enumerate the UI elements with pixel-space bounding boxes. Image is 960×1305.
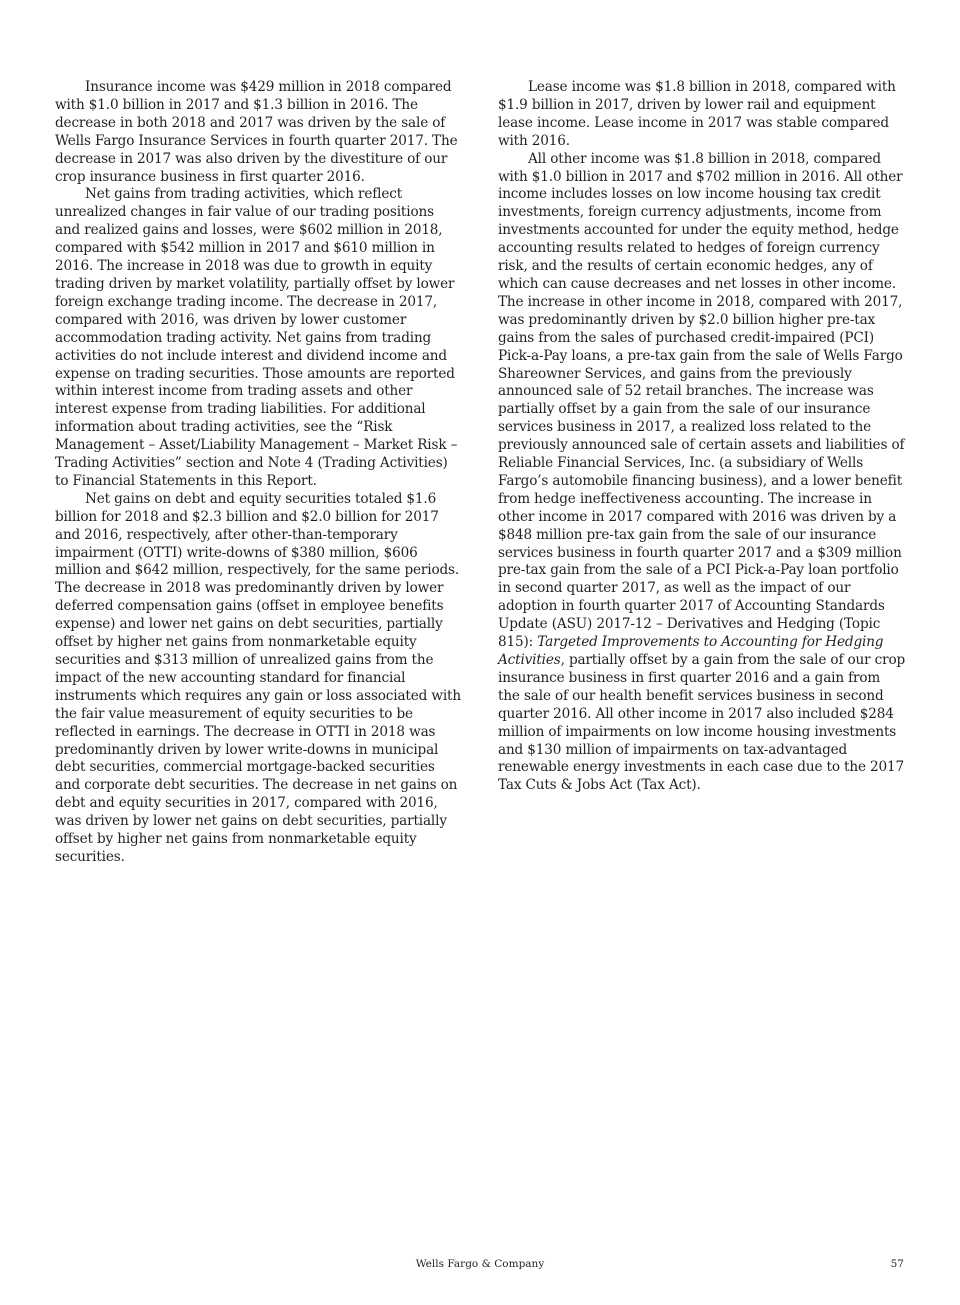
paragraph-lease-income: Lease income was $1.8 billion in 2018, compared with $1.9 billion in 2017, driven by lower rail and equipment lease income. Lease income in 2017 was stable compared with 2016. [498, 79, 896, 149]
paragraph-trading-gains: Net gains from trading activities, which reflect unrealized changes in fair value of our trading positions and realized gains and losses, were $602 million in 2018, compared with $542 million in 2017 and $610 million in 2016. The increase in 2018 was due to growth in equity trading driven by market volatility, partially offset by lower foreign exchange trading income. The decrease in 2017, compared with 2016, was driven by lower customer accommodation trading activity. Net gains from trading activities do not include interest and dividend income and expense on trading securities. Those amounts are reported within interest income from trading assets and other interest expense from trading liabilities. For additional information about trading activities, see the “Risk Management – Asset/Liability Management – Market Risk – Trading Activities” section and Note 4 (Trading Activities) to Financial Statements in this Report. [55, 186, 458, 489]
other-income-text-end: , partially offset by a gain from the sale of our crop insurance business in first quarter 2016 and a gain from the sale of our health benefit services business in second quarter 2016. All other income in 2017 also included $284 million of impairments on low income housing investments and $130 million of impairments on tax-advantaged renewable energy investments in each case due to the 2017 Tax Cuts & Jobs Act (Tax Act). [498, 652, 906, 794]
right-column [498, 79, 906, 795]
asu-title-italic: Targeted Improvements to Accounting for Hedging Activities [498, 634, 884, 668]
paragraph-insurance-income: Insurance income was $429 million in 2018 compared with $1.0 billion in 2017 and $1.3 billion in 2016. The decrease in both 2018 and 2017 was driven by the sale of Wells Fargo Insurance Services in fourth quarter 2017. The decrease in 2017 was also driven by the divestiture of our crop insurance business in first quarter 2016. [55, 79, 458, 185]
page-number: 57 [890, 1258, 904, 1270]
paragraph-other-income [498, 151, 906, 796]
other-income-text-start: All other income was $1.8 billion in 2018, compared with $1.0 billion in 2017 and $702 million in 2016. All other income includes losses on low income housing tax credit investments, foreign currency adjustments, income from investments accounted for under the equity method, hedge accounting results related to hedges of foreign currency risk, and the results of certain economic hedges, any of which can cause decreases and net losses in other income. The increase in other income in 2018, compared with 2017, was predominantly driven by $2.0 billion higher pre-tax gains from the sales of purchased credit-impaired (PCI) Pick-a-Pay loans, a pre-tax gain from the sale of Wells Fargo Shareowner Services, and gains from the previously announced sale of 52 retail branches. The increase was partially offset by a gain from the sale of our insurance services business in 2017, a realized loss related to the previously announced sale of certain assets and liabilities of Reliable Financial Services, Inc. (a subsidiary of Wells Fargo’s automobile financing business), and a lower benefit from hedge ineffectiveness accounting. The increase in other income in 2017 compared with 2016 was driven by a $848 million pre-tax gain from the sale of our insurance services business in fourth quarter 2017 and a $309 million pre-tax gain from the sale of a PCI Pick-a-Pay loan portfolio in second quarter 2017, as well as the impact of our adoption in fourth quarter 2017 of Accounting Standards Update (ASU) 2017-12 – Derivatives and Hedging (Topic 815): [498, 150, 905, 651]
footer-company-name: Wells Fargo & Company [415, 1258, 545, 1270]
paragraph-securities-gains: Net gains on debt and equity securities totaled $1.6 billion for 2018 and $2.3 billion and $2.0 billion for 2017 and 2016, respectively, after other-than-temporary impairment (OTTI) write-downs of $380 million, $606 million and $642 million, respectively, for the same periods. The decrease in 2018 was predominantly driven by lower deferred compensation gains (offset in employee benefits expense) and lower net gains on debt securities, partially offset by higher net gains from nonmarketable equity securities and $313 million of unrealized gains from the impact of the new accounting standard for financial instruments which requires any gain or loss associated with the fair value measurement of equity securities to be reflected in earnings. The decrease in OTTI in 2018 was predominantly driven by lower write-downs in municipal debt securities, commercial mortgage-backed securities and corporate debt securities. The decrease in net gains on debt and equity securities in 2017, compared with 2016, was driven by lower net gains on debt securities, partially offset by higher net gains from nonmarketable equity securities. [55, 490, 461, 865]
left-column [55, 79, 463, 867]
